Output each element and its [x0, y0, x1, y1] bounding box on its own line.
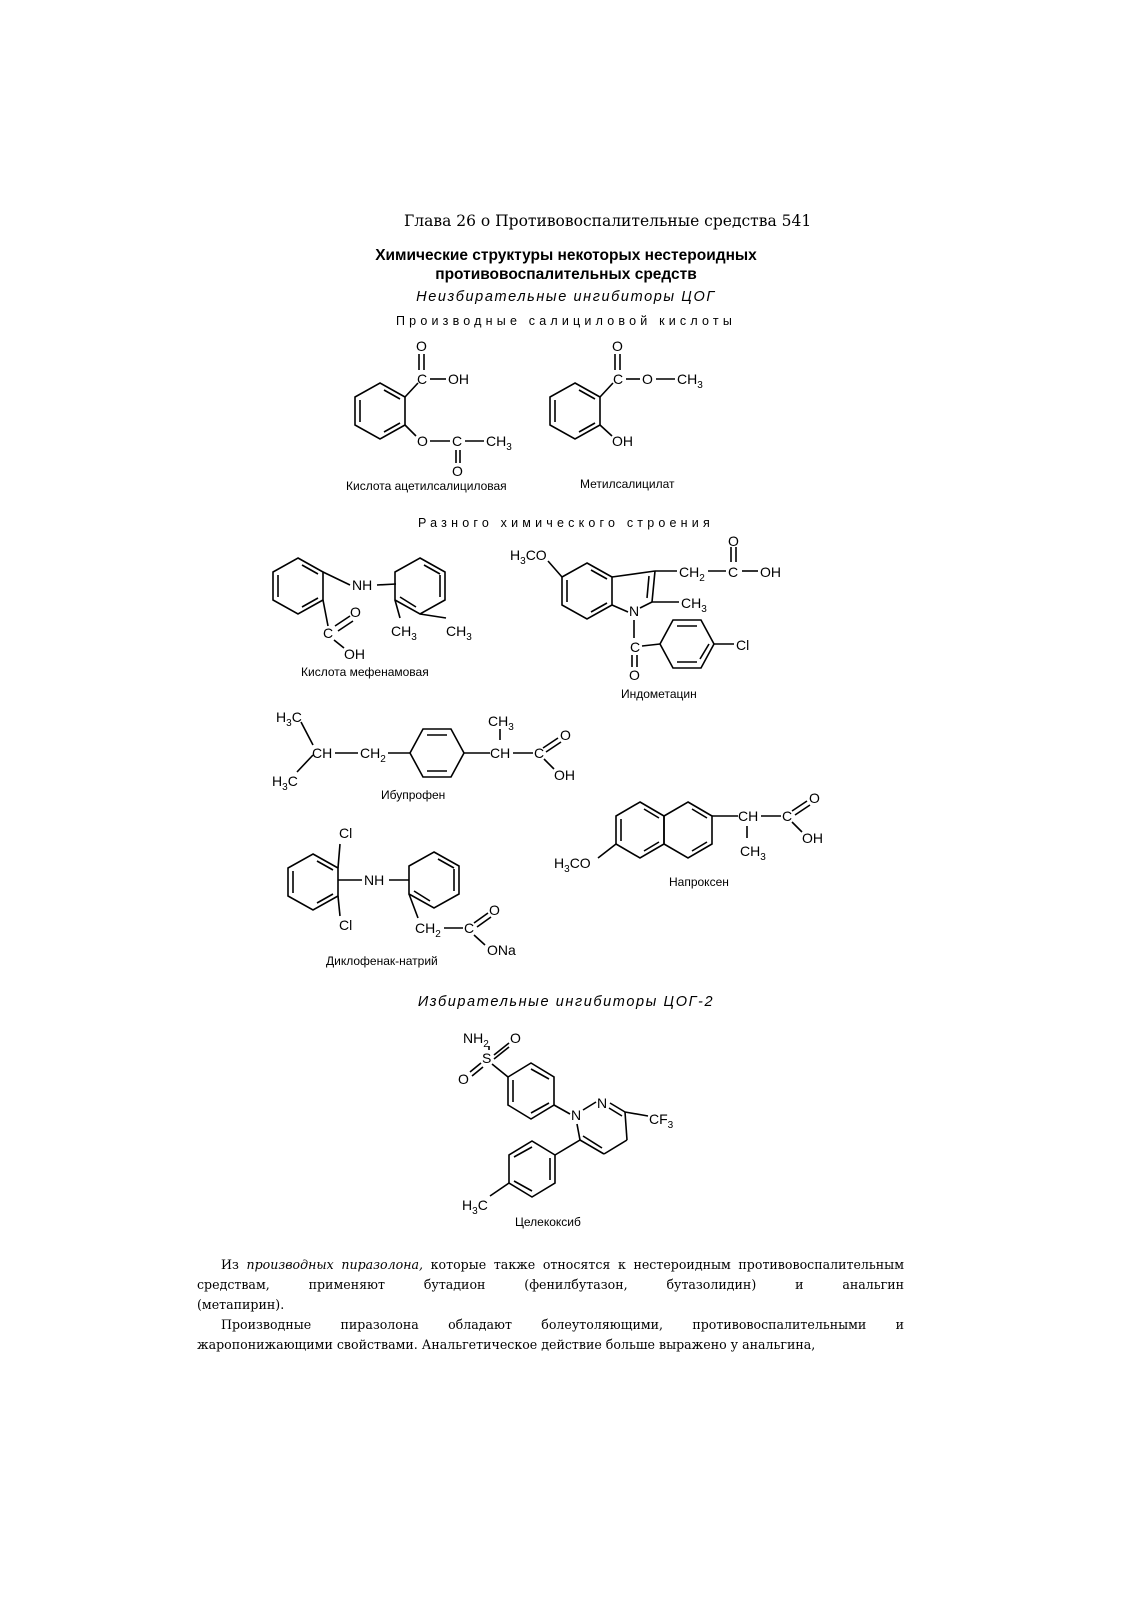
svg-text:O: O [458, 1071, 469, 1087]
svg-text:OH: OH [802, 830, 823, 846]
paragraph-2-text: Производные пиразолона обладают болеутоляющими, противовоспалительными и жаропонижающими свойствами. Анальгетическое действие больше выражено у анальгина, [197, 1317, 904, 1352]
svg-text:CH3: $CH_3$ [488, 713, 514, 733]
svg-text:CH: CH [312, 745, 333, 761]
svg-text:CH3: $CH_3$ [446, 623, 472, 643]
svg-text:H3C: $H_3C$ [462, 1197, 488, 1217]
svg-text:O: O [510, 1030, 521, 1046]
svg-text:C: C [323, 625, 334, 641]
caption-celecoxib: Целекоксиб [515, 1215, 581, 1229]
svg-text:O: O [629, 667, 640, 683]
paragraph-1-lead: Из [221, 1257, 247, 1272]
paragraph-1-rest: которые также относятся к нестероидным противовоспалительным средствам, применяют бутадион (фенилбутазон, бутазолидин) и анальгин [197, 1257, 904, 1292]
svg-text:H3CO: $H_3CO$ [554, 855, 591, 875]
svg-text:Cl: Cl [736, 637, 750, 653]
svg-text:NH: NH [352, 577, 373, 593]
caption-indomethacin: Индометацин [621, 687, 697, 701]
svg-text:CH: CH [738, 808, 759, 824]
group-various: Разного химического строения [418, 516, 714, 530]
svg-text:OH: OH [612, 433, 633, 449]
svg-text:O: O [612, 338, 623, 354]
svg-text:CH3: $CH_3$ [486, 433, 512, 453]
svg-text:CH2: $CH_2$ [415, 920, 441, 940]
svg-text:OH: OH [554, 767, 575, 783]
paragraph-1 [197, 1255, 904, 1295]
svg-text:CH3: $CH_3$ [391, 623, 417, 643]
structure-naproxen [554, 790, 823, 875]
svg-text:CH2: $CH_2$ [360, 745, 386, 765]
svg-text:CH3: $CH_3$ [677, 371, 703, 391]
svg-text:CH3: $CH_3$ [740, 843, 766, 863]
caption-mefenamic: Кислота мефенамовая [301, 665, 429, 679]
svg-text:C: C [630, 639, 641, 655]
svg-text:C: C [452, 433, 463, 449]
svg-text:OH: OH [448, 371, 469, 387]
svg-text:C: C [417, 371, 428, 387]
svg-text:C: C [782, 808, 793, 824]
caption-diclofenac: Диклофенак-натрий [326, 954, 438, 968]
svg-text:Cl: Cl [339, 825, 353, 841]
svg-text:O: O [489, 902, 500, 918]
svg-text:C: C [613, 371, 624, 387]
svg-text:O: O [417, 433, 428, 449]
caption-ibuprofen: Ибупрофен [381, 788, 446, 802]
svg-text:O: O [642, 371, 653, 387]
svg-text:H3CO: $H_3CO$ [510, 547, 547, 567]
caption-aspirin: Кислота ацетилсалициловая [346, 479, 507, 493]
caption-naproxen: Напроксен [669, 875, 729, 889]
svg-text:O: O [350, 604, 361, 620]
svg-text:O: O [728, 533, 739, 549]
svg-text:S: S [482, 1050, 492, 1066]
svg-text:O: O [452, 463, 463, 479]
structure-diclofenac [288, 825, 516, 958]
svg-text:O: O [809, 790, 820, 806]
svg-text:NH: NH [364, 872, 385, 888]
structure-indomethacin [510, 533, 781, 683]
paragraph-1-end: (метапирин). [197, 1297, 285, 1312]
svg-text:O: O [416, 338, 427, 354]
group-salicylic: Производные салициловой кислоты [395, 314, 737, 328]
svg-text:CH3: $CH_3$ [681, 595, 707, 615]
paragraph-1-italic: производных пиразолона, [246, 1257, 424, 1272]
figure-title-line2: противовоспалительных средств [435, 266, 697, 283]
svg-text:C: C [534, 745, 545, 761]
svg-text:OH: OH [344, 646, 365, 662]
figure-title-line1: Химические структуры некоторых нестероидных [375, 247, 757, 264]
svg-text:Cl: Cl [339, 917, 353, 933]
structure-ibuprofen [272, 709, 575, 793]
svg-text:O: O [560, 727, 571, 743]
structure-celecoxib [458, 1030, 674, 1217]
svg-text:N: N [597, 1095, 608, 1111]
section-selective: Избирательные ингибиторы ЦОГ-2 [417, 994, 715, 1010]
svg-text:OH: OH [760, 564, 781, 580]
svg-text:N: N [571, 1107, 582, 1123]
section-nonselective: Неизбирательные ингибиторы ЦОГ [416, 289, 716, 305]
svg-text:NH2: $NH_2$ [463, 1030, 489, 1050]
svg-text:H3C: $H_3C$ [272, 773, 298, 793]
svg-text:CF3: $CF_3$ [649, 1111, 674, 1131]
svg-text:ONa: ONa [487, 942, 516, 958]
svg-text:C: C [728, 564, 739, 580]
structure-methylsalicylate [550, 338, 703, 449]
structure-aspirin [355, 338, 512, 479]
svg-text:C: C [464, 920, 475, 936]
svg-text:H3C: $H_3C$ [276, 709, 302, 729]
structure-mefenamic [273, 558, 472, 662]
svg-text:N: N [629, 603, 640, 619]
paragraph-2 [197, 1315, 904, 1355]
caption-methylsalicylate: Метилсалицилат [580, 477, 675, 491]
running-header: Глава 26 о Противовоспалительные средства 541 [404, 212, 812, 230]
svg-text:CH2: $CH_2$ [679, 564, 705, 584]
svg-text:CH: CH [490, 745, 511, 761]
